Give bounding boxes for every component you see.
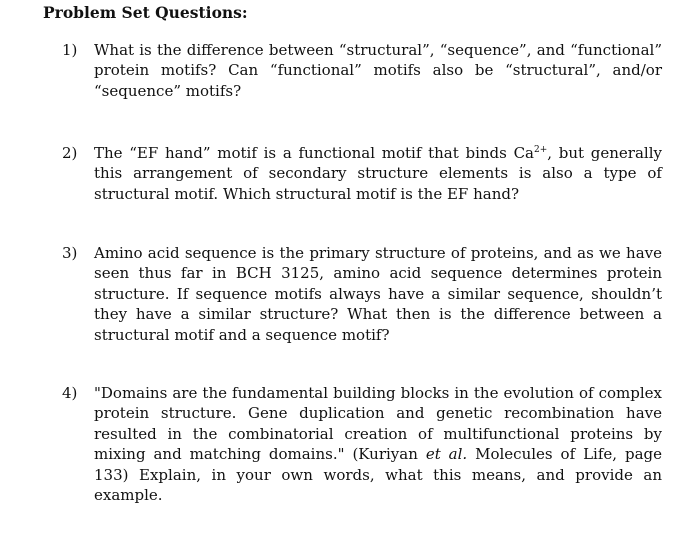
problem-set-heading: Problem Set Questions: <box>43 3 248 22</box>
question-4 <box>62 383 662 505</box>
question-3 <box>62 243 662 345</box>
question-text <box>94 143 662 204</box>
question-text-part: , but generally this arrangement of secondary structure elements is also a type of structural motif. Which structural motif is the EF hand? <box>94 144 662 203</box>
question-text: Amino acid sequence is the primary structure of proteins, and as we have seen thus far in BCH 3125, amino acid sequence determines protein structure. If sequence motifs always have a similar sequence, shouldn’t they have a similar structure? What then is the difference between a structural motif and a sequence motif? <box>94 244 662 344</box>
question-text: What is the difference between “structural”, “sequence”, and “functional” protein motifs? Can “functional” motifs also be “structural”, and/or “sequence” motifs? <box>94 41 662 100</box>
question-text-part: The “EF hand” motif is a functional motif that binds Ca <box>94 144 534 162</box>
question-number: 2) <box>62 144 78 162</box>
question-number: 1) <box>62 41 78 59</box>
question-2 <box>62 143 662 204</box>
question-number: 4) <box>62 384 78 402</box>
question-number: 3) <box>62 244 78 262</box>
citation-et-al: et al. <box>425 445 468 464</box>
question-text <box>94 383 662 505</box>
question-text-part: "Domains are the fundamental building blocks in the evolution of complex protein structure. Gene duplication and genetic recombination have resulted in the combinatorial creation of multifunctional proteins by mixing and matching domains." (Kuriyan <box>94 384 662 464</box>
question-text-part: Molecules of Life, page 133) Explain, in your own words, what this means, and provide an example. <box>94 445 662 505</box>
calcium-charge-superscript: 2+ <box>534 145 548 155</box>
question-1 <box>62 40 662 101</box>
